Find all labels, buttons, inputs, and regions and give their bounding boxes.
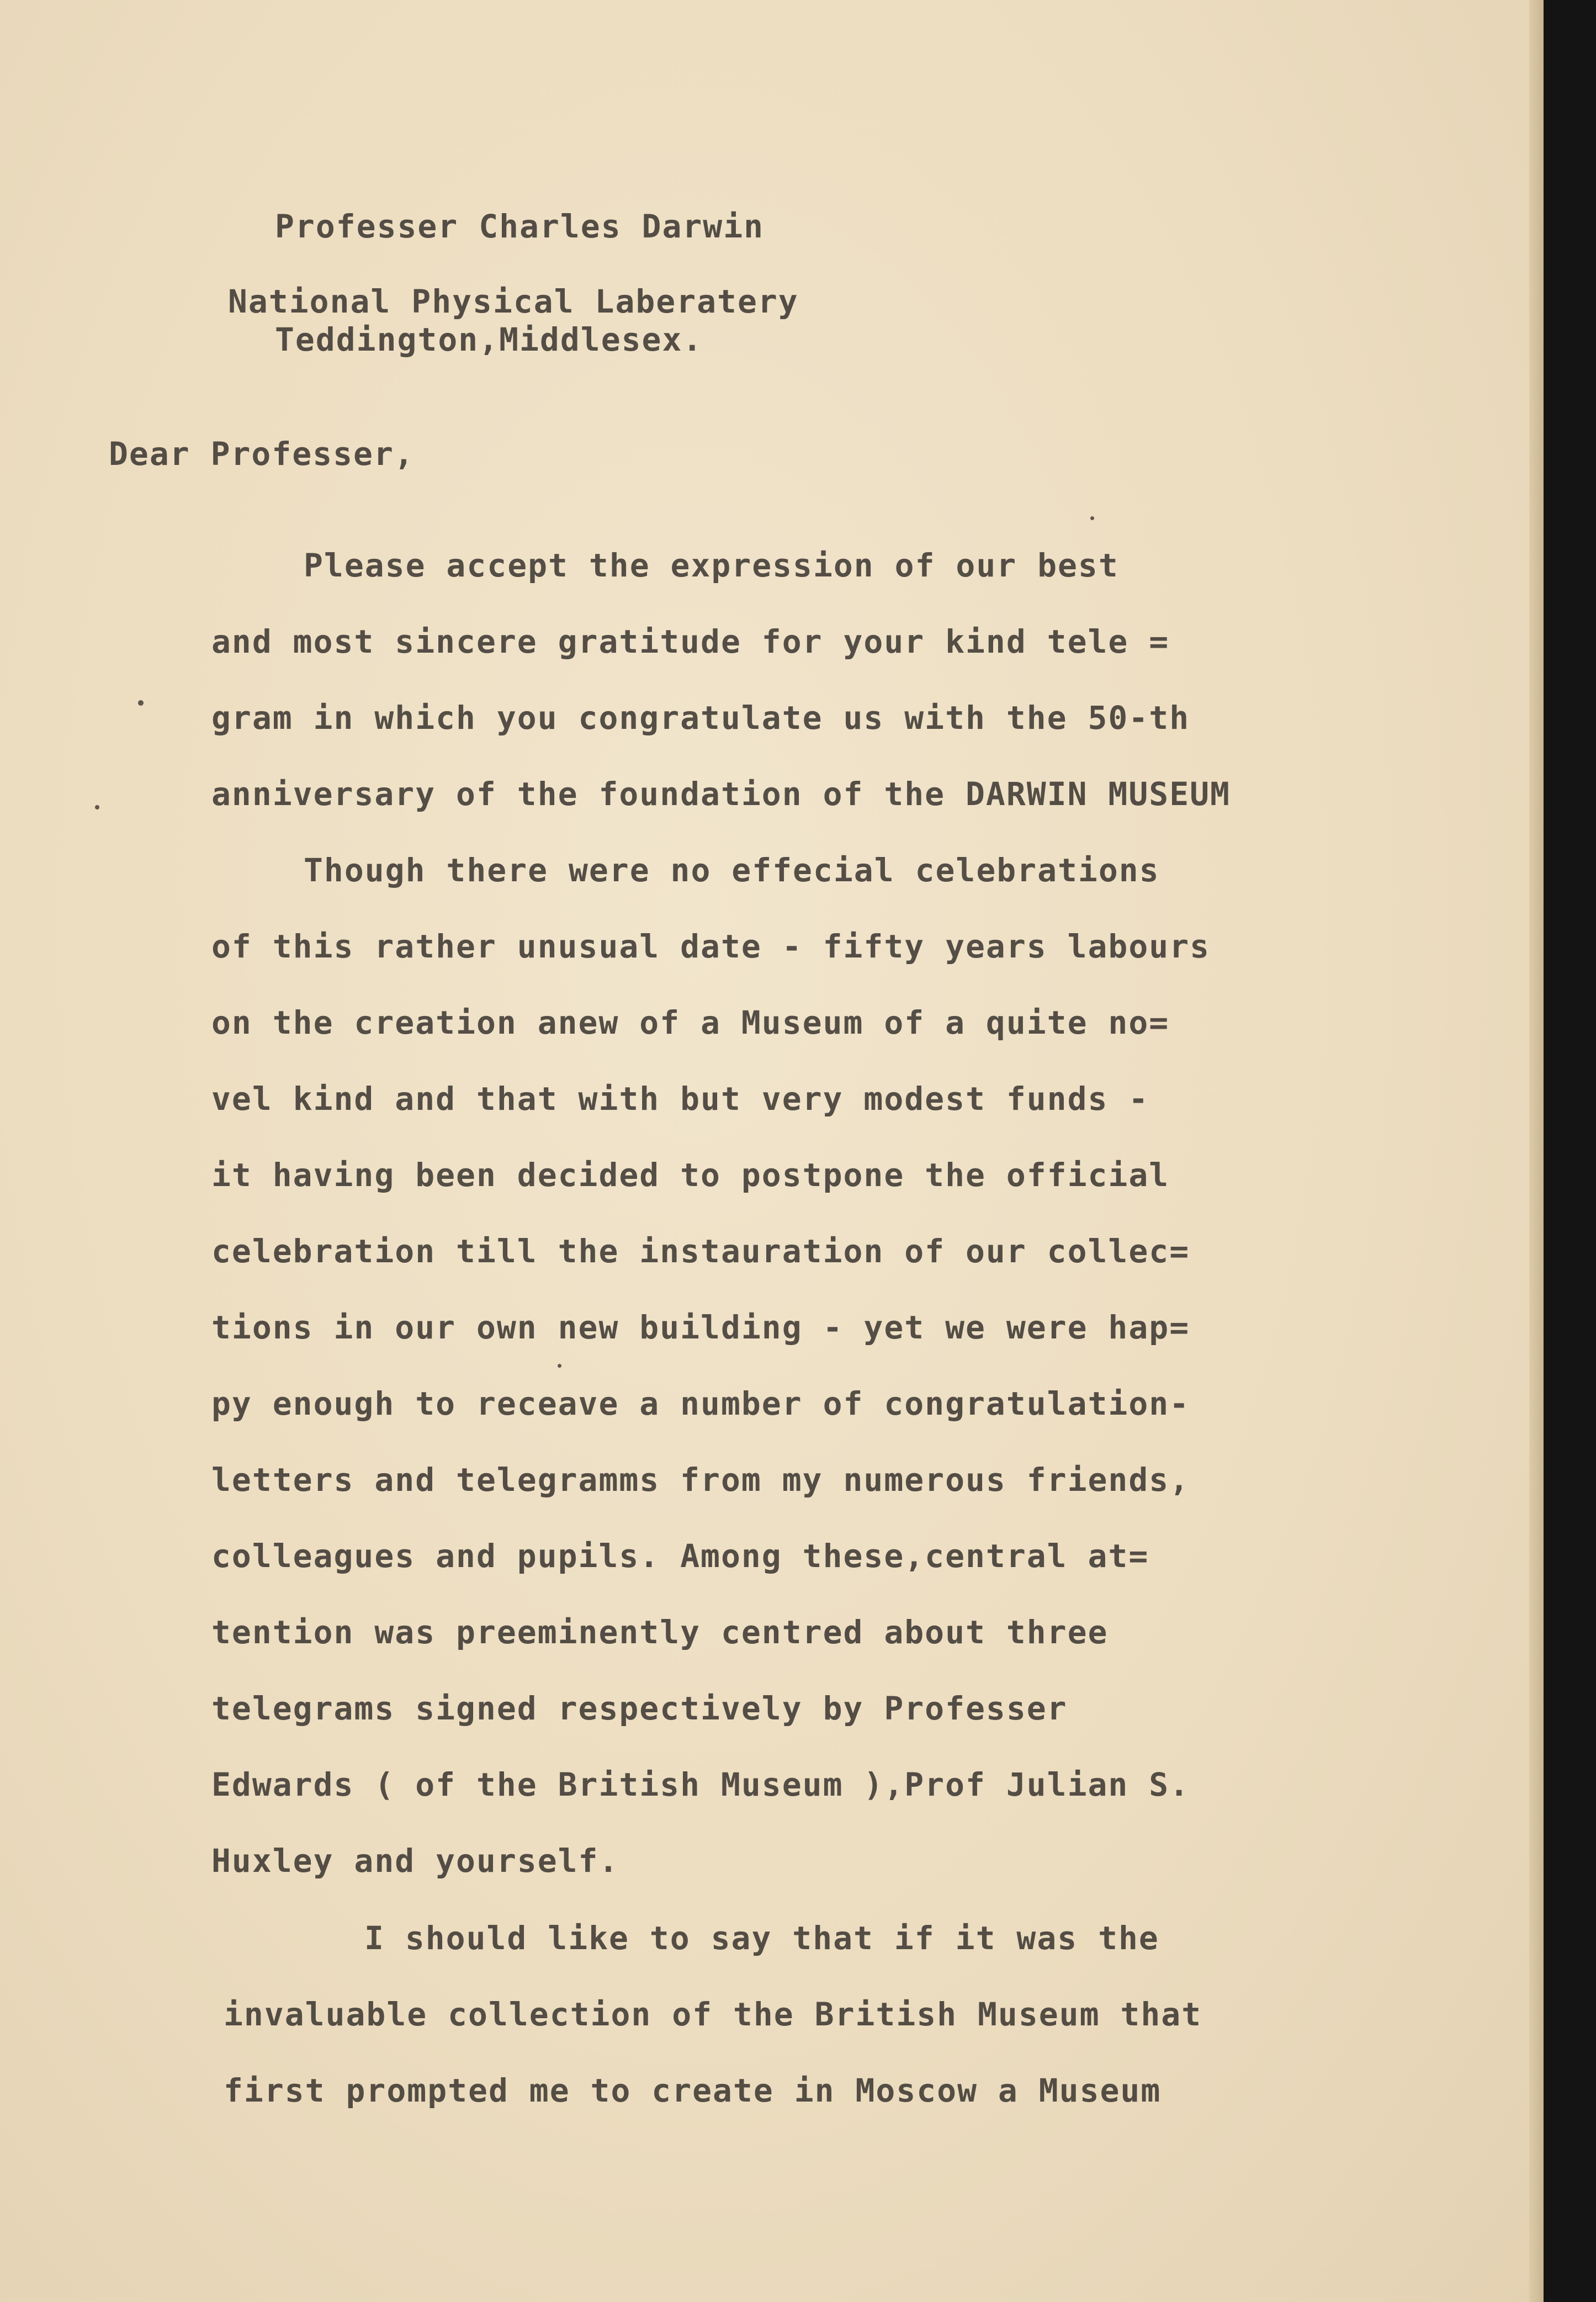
body-line: vel kind and that with but very modest funds - bbox=[211, 1080, 1149, 1118]
addressee-place: Teddington,Middlesex. bbox=[275, 321, 703, 358]
body-line: it having been decided to postpone the official bbox=[211, 1156, 1170, 1194]
body-line: Edwards ( of the British Museum ),Prof Julian S. bbox=[211, 1766, 1190, 1803]
body-line: of this rather unusual date - fifty years labours bbox=[211, 928, 1211, 965]
body-line: invaluable collection of the British Museum that bbox=[224, 1996, 1202, 2033]
body-line: on the creation anew of a Museum of a quite no= bbox=[211, 1004, 1170, 1041]
addressee-institution: National Physical Laberatery bbox=[228, 283, 799, 320]
body-line: py enough to receave a number of congratulation- bbox=[211, 1385, 1190, 1422]
dark-backing bbox=[1544, 0, 1596, 2302]
ink-speck bbox=[95, 805, 99, 809]
addressee-name: Professer Charles Darwin bbox=[275, 208, 765, 245]
body-line: telegrams signed respectively by Professer bbox=[211, 1690, 1068, 1727]
ink-speck bbox=[138, 700, 144, 706]
body-line: tention was preeminently centred about three bbox=[211, 1613, 1109, 1651]
body-line: colleagues and pupils. Among these,central at= bbox=[211, 1537, 1149, 1575]
body-line: letters and telegramms from my numerous friends, bbox=[211, 1461, 1190, 1499]
salutation: Dear Professer, bbox=[109, 435, 415, 473]
body-line: and most sincere gratitude for your kind tele = bbox=[211, 623, 1170, 660]
page-edge bbox=[1529, 0, 1544, 2302]
body-line: Though there were no effecial celebrations bbox=[304, 851, 1160, 889]
body-line: celebration till the instauration of our collec= bbox=[211, 1232, 1190, 1270]
body-line: first prompted me to create in Moscow a Museum bbox=[224, 2072, 1162, 2109]
ink-speck bbox=[558, 1364, 561, 1368]
body-line: I should like to say that if it was the bbox=[364, 1919, 1159, 1957]
body-line: Huxley and yourself. bbox=[211, 1842, 619, 1880]
ink-speck bbox=[1090, 516, 1094, 520]
body-line: tions in our own new building - yet we were hap= bbox=[211, 1309, 1190, 1346]
body-line: anniversary of the foundation of the DARWIN MUSEUM bbox=[211, 775, 1231, 813]
body-line: Please accept the expression of our best bbox=[304, 547, 1119, 584]
body-line: gram in which you congratulate us with the 50-th bbox=[211, 699, 1190, 737]
